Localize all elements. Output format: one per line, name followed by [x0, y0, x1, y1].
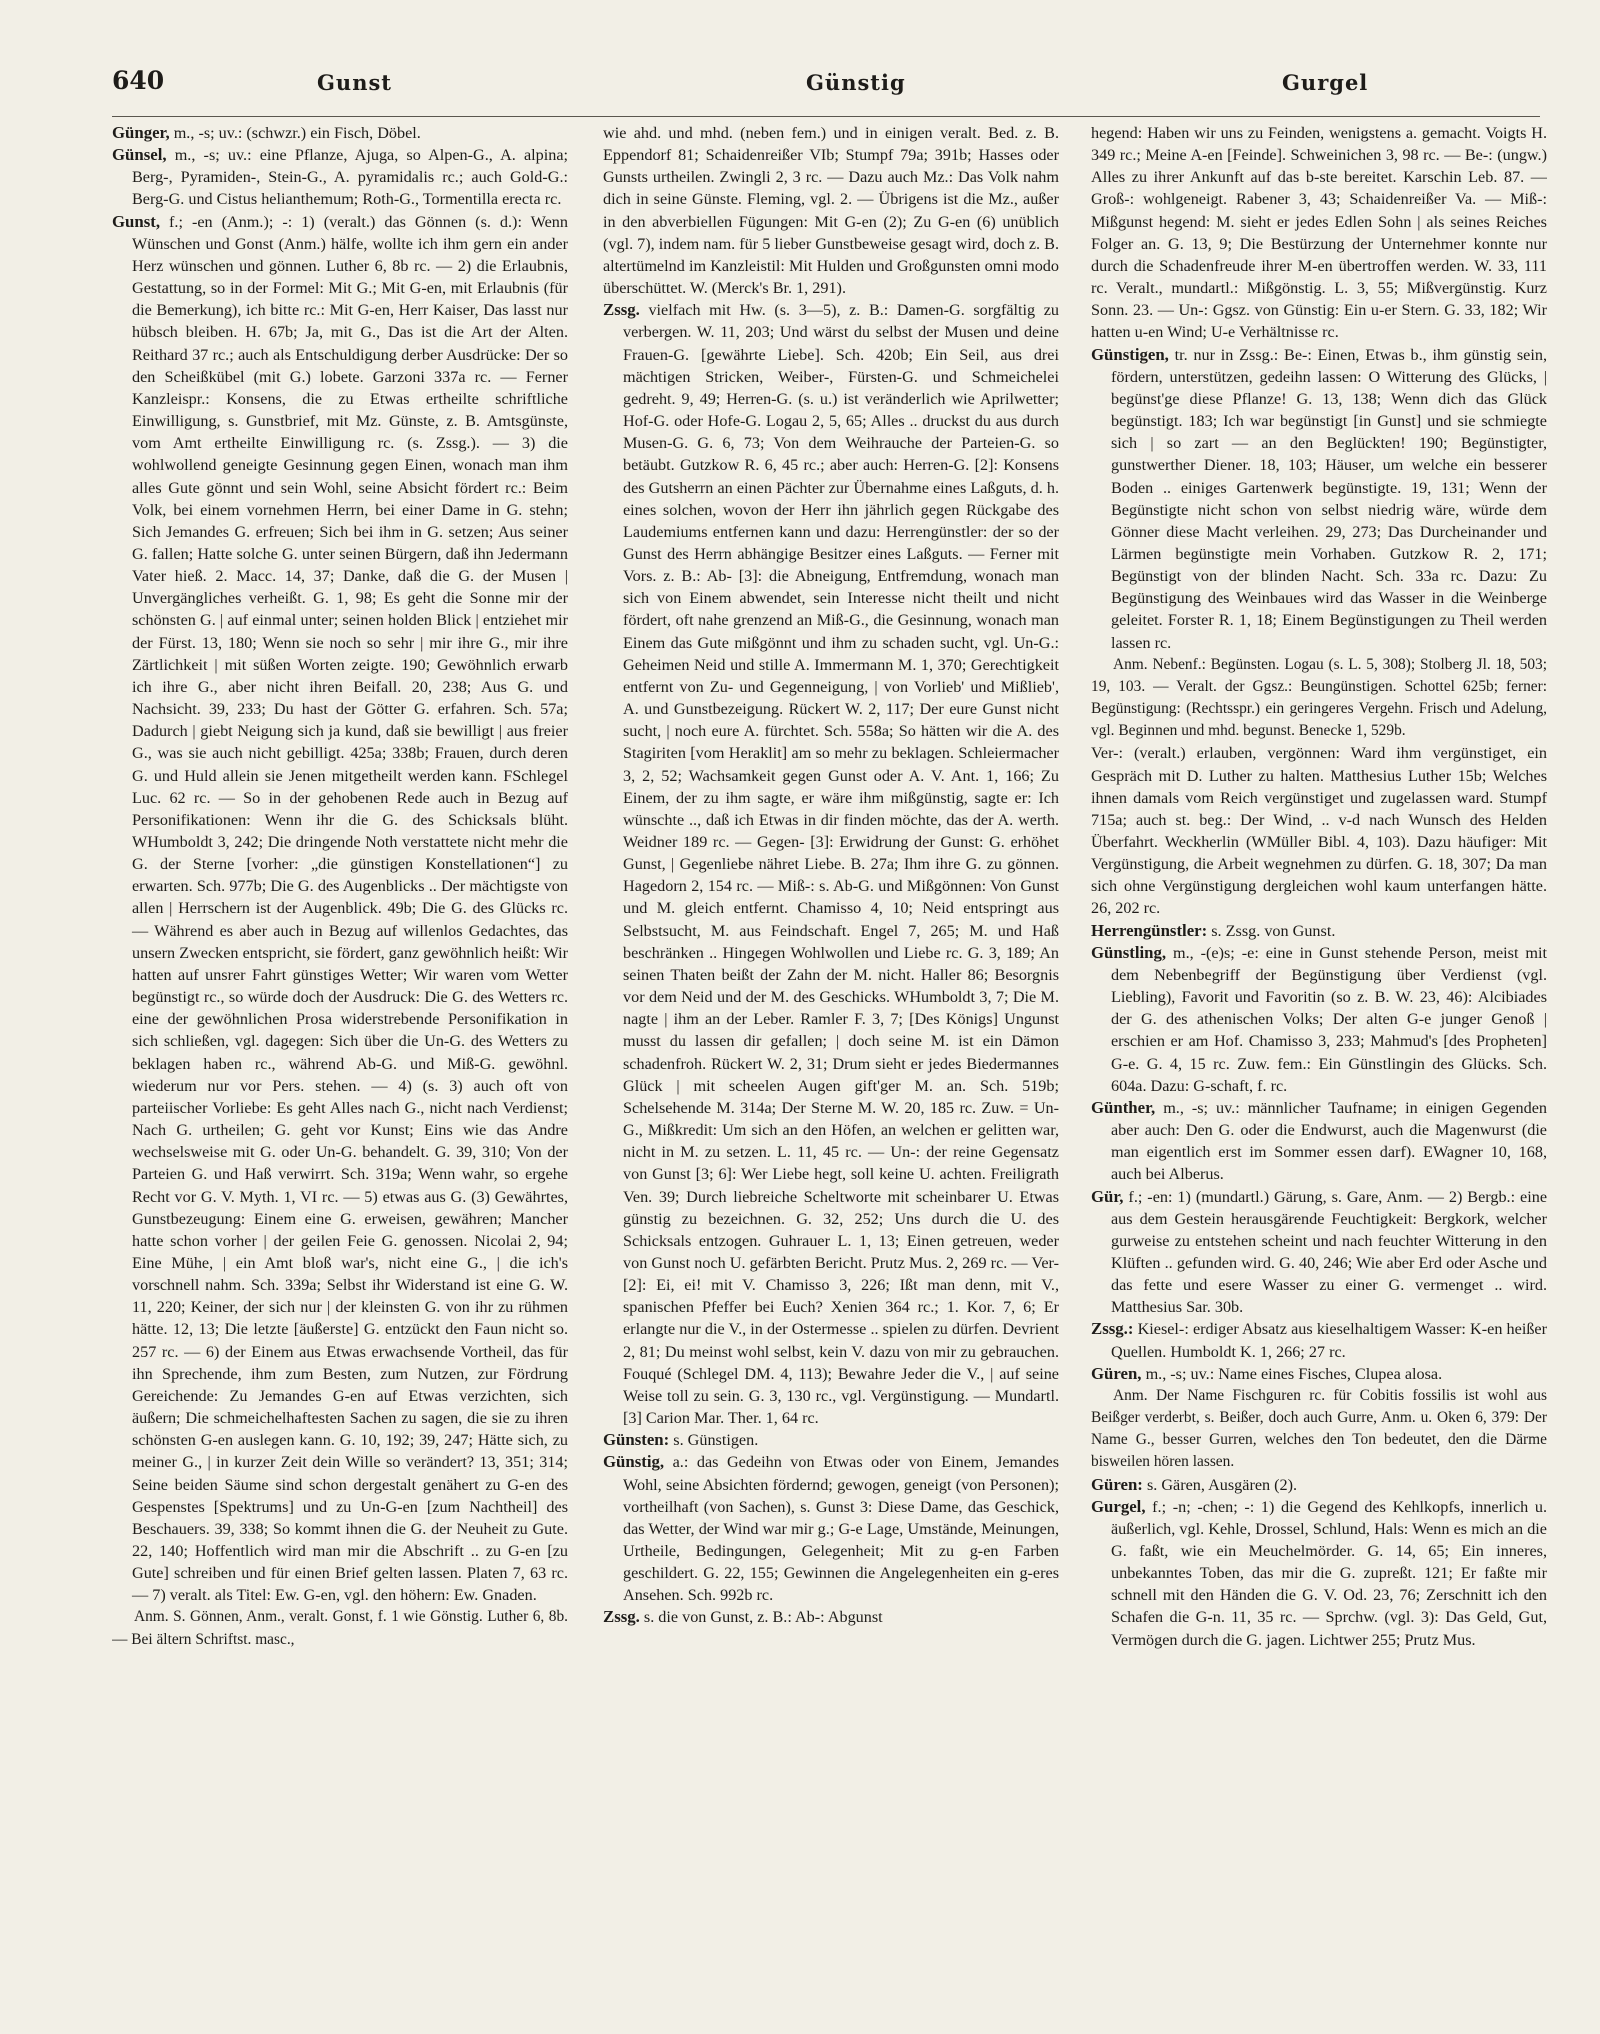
dictionary-entry — [1091, 920, 1547, 942]
entry-body: f.; -n; -chen; -: 1) die Gegend des Kehlkopfs, innerlich u. äußerlich, vgl. Kehle, Drossel, Schlund, Hals: Wenn es mich an die G. faßt, wie ein Meuchelmörder. G. 14, 65; Ein inneres, unbekanntes Toben, das mir die G. zupreßt. 121; Er faßte mir schnell mit den Händen die G. V. Od. 23, 76; Zerschnitt ich den Schafen die G-n. 11, 35 rc. — Sprchw. (vgl. 3): Das Geld, Gut, Vermögen durch die G. jagen. Lichtwer 255; Prutz Mus. — [1111, 1497, 1547, 1649]
entry-body: a.: das Gedeihn von Etwas oder von Einem, Jemandes Wohl, seine Absichten fördernd; gewogen, geneigt (von Personen); vortheilhaft (von Sachen), s. Gunst 3: Diese Dame, das Geschick, das Wetter, der Wind war mir g.; G-e Lage, Umstände, Meinungen, Urtheile, Bedingungen, Gelegenheit; Mit zu g-en Farben geschildert. G. 22, 155; Gewinnen die Angelegenheiten ein g-eres Ansehen. Sch. 992b rc. — [623, 1453, 1059, 1605]
dictionary-entry — [1091, 742, 1547, 919]
dictionary-entry — [1091, 942, 1547, 1097]
entry-headword: Gunst, — [112, 211, 161, 231]
entry-body: Anm. Der Name Fischguren rc. für Cobitis fossilis ist wohl aus Beißger verderbt, s. Beißer, doch auch Gurre, Anm. u. Oken 6, 379: Der Name G., besser Gurren, welches den Ton bedeutet, den die Därme bisweilen hören lassen. — [1091, 1386, 1547, 1471]
dictionary-entry — [1091, 1474, 1547, 1496]
dictionary-entry — [1091, 1496, 1547, 1651]
entry-headword: Zssg.: — [1091, 1319, 1134, 1339]
dictionary-entry — [603, 1606, 1059, 1628]
header-rule — [112, 116, 1540, 117]
entry-body: hegend: Haben wir uns zu Feinden, wenigstens a. gemacht. Voigts H. 349 rc.; Meine A-en [Feinde]. Schweinichen 3, 98 rc. — Be-: (ungw.) Alles zu ihrer Ankunft auf das b-ste bereitet. Karschin Leb. 87. — Groß-: wohlgeneigt. Rabener 3, 43; Schaidenreißer Va. — Miß-: Mißgunst hegend: M. sieht er jedes Edlen Sohn | als seines Reiches Folger an. G. 13, 9; Die Bestürzung der Unternehmer konnte nur durch die Schadenfreude ihrer M-en übertroffen werden. W. 33, 111 rc. Veralt., mundartl.: Mißgönstig. L. 3, 55; Mißvergünstig. Kurz Sonn. 23. — Un-: Ggsz. von Günstig: Ein u-er Stern. G. 33, 182; Wir hatten u-en Wind; U-e Verhältnisse rc. — [1091, 124, 1547, 342]
entry-headword: Günstig, — [603, 1452, 665, 1472]
annotation-paragraph — [1091, 654, 1547, 743]
entry-headword: Güren: — [1091, 1474, 1143, 1494]
entry-body: s. Gären, Ausgären (2). — [1142, 1475, 1298, 1494]
dictionary-entry — [112, 144, 568, 210]
dictionary-entry — [1091, 344, 1547, 654]
text-column-1 — [112, 122, 568, 2012]
annotation-paragraph — [112, 1606, 568, 1650]
entry-body: Ver-: (veralt.) erlauben, vergönnen: Ward ihm vergünstiget, ein Gespräch mit D. Luther zu halten. Matthesius Luther 15b; Welches ihnen damals vom Reich vergünstiget und zugelassen ward. Stumpf 715a; auch st. beg.: Der Wind, .. v-d nach Wunsch des Helden Überfahrt. Weckherlin (WMüller Bibl. 4, 103). Dazu häufiger: Mit Vergünstigung, die Arbeit wegnehmen zu dürfen. G. 18, 307; Da man sich ohne Vergünstigung dergleichen wohl kaum unterfangen hätte. 26, 202 rc. — [1091, 744, 1547, 918]
dictionary-entry — [1091, 1363, 1547, 1385]
entry-headword: Güren, — [1091, 1363, 1142, 1383]
entry-body: tr. nur in Zssg.: Be-: Einen, Etwas b., ihm günstig sein, fördern, unterstützen, gedeihn lassen: O Witterung des Glücks, | begünst'ge diese Pflanze! G. 13, 138; Wenn dich das Glück begünstigt. 183; Ich war begünstigt [in Gunst] und sie schmiegte sich | so zart — an den Beglückten! 190; Begünstigter, gunstwerther Diener. 18, 103; Häuser, um welche ein besserer Boden .. einiges Gartenwerk begünstigte. 19, 131; Wenn der Begünstigte nicht schon von selbst niedrig wäre, würde dem Gönner diese Macht verleihen. 29, 273; Das Durcheinander und Lärmen begünstigte mein Vorhaben. Gutzkow R. 2, 171; Begünstigt von der blinden Nacht. Sch. 33a rc. Dazu: Zu Begünstigung des Weinbaues wird das Wasser in die Weinberge geleitet. Forster R. 1, 18; Einem Begünstigungen zu Theil werden lassen rc. — [1111, 345, 1547, 652]
page-number: 640 — [112, 66, 165, 95]
text-column-2 — [603, 122, 1059, 2012]
dictionary-entry — [112, 211, 568, 1607]
dictionary-entry — [603, 1451, 1059, 1606]
dictionary-entry — [603, 122, 1059, 299]
entry-headword: Herrengünstler: — [1091, 920, 1208, 940]
dictionary-entry — [603, 299, 1059, 1429]
entry-body: f.; -en (Anm.); -: 1) (veralt.) das Gönnen (s. d.): Wenn Wünschen und Gonst (Anm.) hälfe, wollte ich ihm gern ein ander Herz wünschen und gönnen. Luther 6, 8b rc. — 2) die Erlaubnis, Gestattung, so in der Formel: Mit G.; Mit G-en, mit Erlaubnis (für die Bemerkung), ich bitte rc.: Mit G-en, Herr Kaiser, Das lasst nur hübsch bleiben. H. 67b; Ja, mit G., Das ist die Art der Alten. Reithard 37 rc.; auch als Entschuldigung derber Ausdrücke: Der so den Scheißkübel (mit G.) lobete. Garzoni 337a rc. — Ferner Kanzleispr.: Konsens, die zu Etwas ertheilte schriftliche Einwilligung, s. Gunstbrief, mit Mz. Günste, z. B. Amtsgünste, vom Amt ertheilte Einwilligung rc. (s. Zssg.). — 3) die wohlwollend geneigte Gesinnung gegen Einen, wonach man ihm alles Gute gönnt und sein Wohl, seine Absicht fördert rc.: Beim Volk, bei einem vornehmen Herrn, bei einer Dame in G. stehn; Sich Jemandes G. erfreuen; Sich bei ihm in G. setzen; Aus seiner G. fallen; Hatte solche G. unter seinen Bürgern, daß ihn Jedermann Vater hieß. 2. Macc. 14, 37; Danke, daß die G. der Musen | Unvergängliches verheißt. G. 1, 98; Es geht die Sonne mir der schönsten G. | auf einmal unter; seinen holden Blick | entziehet mir der Fürst. 13, 180; Wenn sie noch so sehr | mir ihre G., mir ihre Zärtlichkeit | mit süßen Worten zeigte. 190; Gewöhnlich erwarb ich ihre G., aber nicht ihren Beifall. 20, 238; Aus G. und Nachsicht. 39, 233; Du hast der Götter G. erfahren. Sch. 57a; Dadurch | giebt Neigung sich ja kund, daß sie bewilligt | aus freier G., was sie auch nicht gebilligt. 425a; 338b; Frauen, durch deren G. und Huld allein sie Jenen mitgetheilt werden kann. FSchlegel Luc. 62 rc. — So in der gehobenen Rede auch in Bezug auf Personifikationen: Wenn ihr die G. des Schicksals blüht. WHumboldt 3, 242; Die dringende Noth verstattete nicht mehr die G. der Sterne [vorher: „die günstigen Konstellationen“] zu erwarten. Sch. 977b; Die G. des Augenblicks .. Der mächtigste von allen | Herrschern ist der Augenblick. 49b; Die G. des Glücks rc. — Während es aber auch in Bezug auf willenlos Gedachtes, das unsern Zwecken entspricht, sie fördert, ganz gewöhnlich heißt: Wir hatten auf unsrer Fahrt günstiges Wetter; Wir waren vom Wetter begünstigt rc., so würde doch der Ausdruck: Die G. des Wetters rc. eine der gewöhnlichen Prosa widerstrebende Personifikation in sich schließen, vgl. dagegen: Sich über die Un-G. des Wetters zu beklagen haben rc., während Ab-G. und Miß-G. gewöhnl. wiederum nur vor Pers. stehen. — 4) (s. 3) auch oft von parteiischer Vorliebe: Es geht Alles nach G., nicht nach Verdienst; Nach G. urtheilen; G. geht vor Kunst; Eins wie das Andre wechselsweise mit G. oder Un-G. behandelt. G. 39, 310; Von der Parteien G. und Haß verwirrt. Sch. 319a; Wenn wahr, so ergehe Recht vor G. V. Myth. 1, VI rc. — 5) etwas aus G. (3) Gewährtes, Gunstbezeugung: Einem eine G. erweisen, gewähren; Mancher hatte schon vorher | der geilen Feie G. genossen. Nicolai 2, 94; Eine Mühe, | ein Amt bloß war's, nicht eine G., | die ich's vorschnell nahm. Sch. 339a; Selbst ihr Widerstand ist eine G. W. 11, 220; Keiner, der sich nur | der kleinsten G. von ihr zu rühmen hätte. 12, 13; Die letzte [äußerste] G. entzückt den Faun nicht so. 257 rc. — 6) der Einem aus Etwas erwachsende Vortheil, das für ihn Sprechende, ihm zum Besten, zum Nutzen, zur Fördrung Gereichende: Zu Jemandes G-en auf Etwas verzichten, sich äußern; Die schmeichelhaftesten Sachen zu sagen, die sie zu ihren schönsten G-en auslegen kann. G. 10, 192; 39, 247; Hätte sich, zu meiner G., | in kurzer Zeit dein Wille so verändert? 13, 351; 314; Seine beiden Säume sind schon dergestalt genähert zu G-en des Gespenstes [Spektrums] und zu Un-G-en [zum Nachtheil] des Beschauers. 39, 338; So kommt ihnen die G. der Neuheit zu Gute. 22, 140; Hoffentlich wird man mir die Abschrift .. zu G-en [zu Gute] schreiben und für einen Brief gelten lassen. Platen 7, 63 rc. — 7) veralt. als Titel: Ew. G-en, vgl. den höhern: Ew. Gnaden. — [132, 212, 568, 1605]
entry-body: m., -s; uv.: Name eines Fisches, Clupea alosa. — [1141, 1364, 1443, 1383]
dictionary-entry — [1091, 1097, 1547, 1186]
running-head-center: Günstig — [806, 70, 906, 95]
entry-body: m., -s; uv.: (schwzr.) ein Fisch, Döbel. — [169, 124, 421, 142]
entry-body: f.; -en: 1) (mundartl.) Gärung, s. Gare, Anm. — 2) Bergb.: eine aus dem Gestein herausgärende Feuchtigkeit: Bergkork, welcher gurweise zu entstehen scheint und nach feuchter Witterung in den Klüften .. gefunden wird. G. 40, 246; Wie aber Erd oder Asche und das fette und esere Wasser zu einer G. vermenget .. wird. Matthesius Sar. 30b. — [1111, 1187, 1547, 1317]
entry-body: m., -s; uv.: eine Pflanze, Ajuga, so Alpen-G., A. alpina; Berg-, Pyramiden-, Stein-G., A. pyramidalis rc.; auch Gold-G.: Berg-G. und Cistus helianthemum; Roth-G., Tormentilla erecta rc. — [132, 146, 568, 209]
entry-headword: Günger, — [112, 123, 170, 142]
entry-body: vielfach mit Hw. (s. 3—5), z. B.: Damen-G. sorgfältig zu verbergen. W. 11, 203; Und wärst du selbst der Musen und deine Frauen-G. [gewährte Liebe]. Sch. 420b; Ein Seil, aus drei mächtigen Stricken, Weiber-, Fürsten-G. und Schmeichelei gedreht. 9, 49; Herren-G. (s. u.) ist veränderlich wie Aprilwetter; Hof-G. oder Hofe-G. Logau 2, 5, 65; Alles .. druckst du aus durch Musen-G. G. 6, 73; Von dem Weihrauche der Parteien-G. so betäubt. Gutzkow R. 6, 45 rc.; aber auch: Herren-G. [2]: Konsens des Gutsherrn an einen Pächter zur Übernahme eines Laßguts, d. h. eines solchen, wovon der Herr ihn jährlich gegen Rückgabe des Laudemiums entfernen kann und dazu: Herrengünstler: der so der Gunst des Herrn abhängige Besitzer eines Laßguts. — Ferner mit Vors. z. B.: Ab- [3]: die Abneigung, Entfremdung, wonach man sich von Einem abwendet, sein Interesse nicht theilt und nicht fördert, oft nahe grenzend an Miß-G., die Gesinnung, wonach man Einem das Gute mißgönnt und ihm zu schaden sucht, vgl. Un-G.: Geheimen Neid und stille A. Immermann M. 1, 370; Gerechtigkeit entfernt von Zu- und Gegenneigung, | von Vorlieb' und Mißlieb', A. und Gunstbezeigung. Rückert W. 2, 117; Der eure Gunst nicht sucht, | noch eure A. fürchtet. Sch. 558a; So hätten wir die A. des Stagiriten [vom Heraklit] am so mehr zu beklagen. Schleiermacher 3, 2, 52; Wachsamkeit gegen Gunst oder A. V. Ant. 1, 166; Zu Einem, der zu ihm sagte, er wäre ihm mißgünstig, sagte er: Ich wünschte .., daß ich Etwas in dir finden möchte, das der A. werth. Weidner 189 rc. — Gegen- [3]: Erwidrung der Gunst: G. erhöhet Gunst, | Gegenliebe nähret Liebe. B. 27a; Ihm ihre G. zu gönnen. Hagedorn 2, 154 rc. — Miß-: s. Ab-G. und Mißgönnen: Von Gunst und M. gleich entfernt. Chamisso 4, 10; Neid entspringt aus Selbstsucht, M. aus Feindschaft. Engel 7, 265; M. und Haß beschränken .. Hingegen Wohlwollen und Liebe rc. G. 3, 189; An seinen Thaten beißt der Zahn der M. nicht. Haller 86; Besorgnis vor dem Neid und der M. des Geschicks. WHumboldt 3, 7; Die M. nagte | ihm an der Leber. Ramler F. 3, 7; [Des Königs] Ungunst musst du lassen dir gefallen; | doch seine M. ist ein Dämon schadenfroh. Rückert W. 2, 31; Drum sieht er jedes Biedermannes Glück | mit scheelen Augen gift'ger M. an. Sch. 519b; Schelsehende M. 314a; Der Sterne M. W. 20, 185 rc. Zuw. = Un-G., Mißkredit: Um sich an den Höfen, an welchen er gelitten war, nicht in M. zu setzen. L. 11, 45 rc. — Un-: der reine Gegensatz von Gunst [3; 6]: Wer Liebe hegt, soll keine U. achten. Freiligrath Ven. 39; Durch liebreiche Scheltworte mit scheinbarer U. Etwas günstig zu bezeichnen. G. 32, 252; Uns durch die U. des Schicksals entzogen. Guhrauer L. 1, 13; Einen getreuen, weder von Gunst noch U. gefärbten Bericht. Prutz Mus. 2, 269 rc. — Ver- [2]: Ei, ei! mit V. Chamisso 3, 226; Ißt man denn, mit V., spanischen Pfeffer bei Euch? Xenien 364 rc.; 1. Kor. 7, 6; Er erlangte nur die V., in der Ostermesse .. spielen zu dürfen. Devrient 2, 81; Du meinst wohl selbst, kein V. dazu von mir zu gebrauchen. Fouqué (Schlegel DM. 4, 113); Bewahre Jeder die V., | auf seine Weise toll zu sein. G. 3, 130 rc., vgl. Vergünstigung. — Mundartl. [3] Carion Mar. Ther. 1, 64 rc. — [623, 301, 1059, 1428]
dictionary-entry — [1091, 1186, 1547, 1319]
dictionary-entry — [1091, 122, 1547, 344]
annotation-paragraph — [1091, 1385, 1547, 1474]
entry-body: m., -s; uv.: männlicher Taufname; in einigen Gegenden aber auch: Den G. oder die Endwurst, auch die Magenwurst (die man eigentlich erst im Sommer essen darf). EWagner 10, 168, auch bei Alberus. — [1111, 1098, 1547, 1184]
running-head-right: Gurgel — [1282, 70, 1369, 95]
entry-body: Anm. Nebenf.: Begünsten. Logau (s. L. 5, 308); Stolberg Jl. 18, 503; 19, 103. — Veralt. der Ggsz.: Beungünstigen. Schottel 625b; ferner: Begünstigung: (Rechtsspr.) ein geringeres Vergehn. Frisch und Adelung, vgl. Beginnen und mhd. begunst. Benecke 1, 529b. — [1091, 655, 1547, 740]
entry-headword: Zssg. — [603, 1607, 640, 1627]
entry-body: Anm. S. Gönnen, Anm., veralt. Gonst, f. 1 wie Gönstig. Luther 6, 8b. — Bei ältern Schriftst. masc., — [112, 1608, 568, 1648]
dictionary-entry — [1091, 1318, 1547, 1362]
entry-headword: Günsten: — [603, 1430, 670, 1450]
entry-body: wie ahd. und mhd. (neben fem.) und in einigen veralt. Bed. z. B. Eppendorf 81; Schaidenreißer VIb; Stumpf 79a; 391b; Hasses oder Gunsts urtheilen. Zwingli 2, 3 rc. — Dazu auch Mz.: Das Volk nahm dich in seine Günste. Fleming, vgl. 2. — Übrigens ist die Mz., außer in den abverbiellen Fügungen: Mit G-en (2); Zu G-en (6) unüblich (vgl. 7), indem nam. für 5 lieber Gunstbeweise gesagt wird, doch z. B. altertümelnd im Kanzleistil: Mit Hulden und Großgunsten omni modo überschüttet. W. (Merck's Br. 1, 291). — [603, 124, 1059, 298]
entry-body: s. die von Gunst, z. B.: Ab-: Abgunst — [639, 1608, 883, 1627]
entry-headword: Zssg. — [603, 300, 640, 320]
entry-headword: Günther, — [1091, 1097, 1156, 1117]
entry-body: m., -(e)s; -e: eine in Gunst stehende Person, meist mit dem Nebenbegriff der Begünstigung über Verdienst (vgl. Liebling), Favorit und Favoritin (so z. B. W. 23, 46): Alcibiades der G. des athenischen Volks; Der alten G-e junger Genoß | erschien er am Hof. Chamisso 3, 233; Mahmud's [des Propheten] G-e. G. 4, 15 rc. Zuw. fem.: Ein Günstlingin des Glücks. Sch. 604a. Dazu: G-schaft, f. rc. — [1111, 943, 1547, 1095]
entry-body: s. Zssg. von Gunst. — [1207, 921, 1336, 940]
entry-headword: Gür, — [1091, 1186, 1124, 1206]
entry-headword: Günsel, — [112, 145, 167, 165]
running-head-left: Gunst — [317, 70, 392, 95]
entry-body: Kiesel-: erdiger Absatz aus kieselhaltigem Wasser: K-en heißer Quellen. Humboldt K. 1, 266; 27 rc. — [1111, 1320, 1547, 1361]
entry-headword: Günstigen, — [1091, 344, 1169, 364]
dictionary-entry — [112, 122, 568, 144]
page-header — [112, 62, 1540, 102]
entry-headword: Günstling, — [1091, 942, 1167, 962]
entry-body: s. Günstigen. — [669, 1431, 759, 1450]
text-column-3 — [1091, 122, 1547, 2012]
entry-headword: Gurgel, — [1091, 1496, 1146, 1516]
dictionary-entry — [603, 1429, 1059, 1451]
